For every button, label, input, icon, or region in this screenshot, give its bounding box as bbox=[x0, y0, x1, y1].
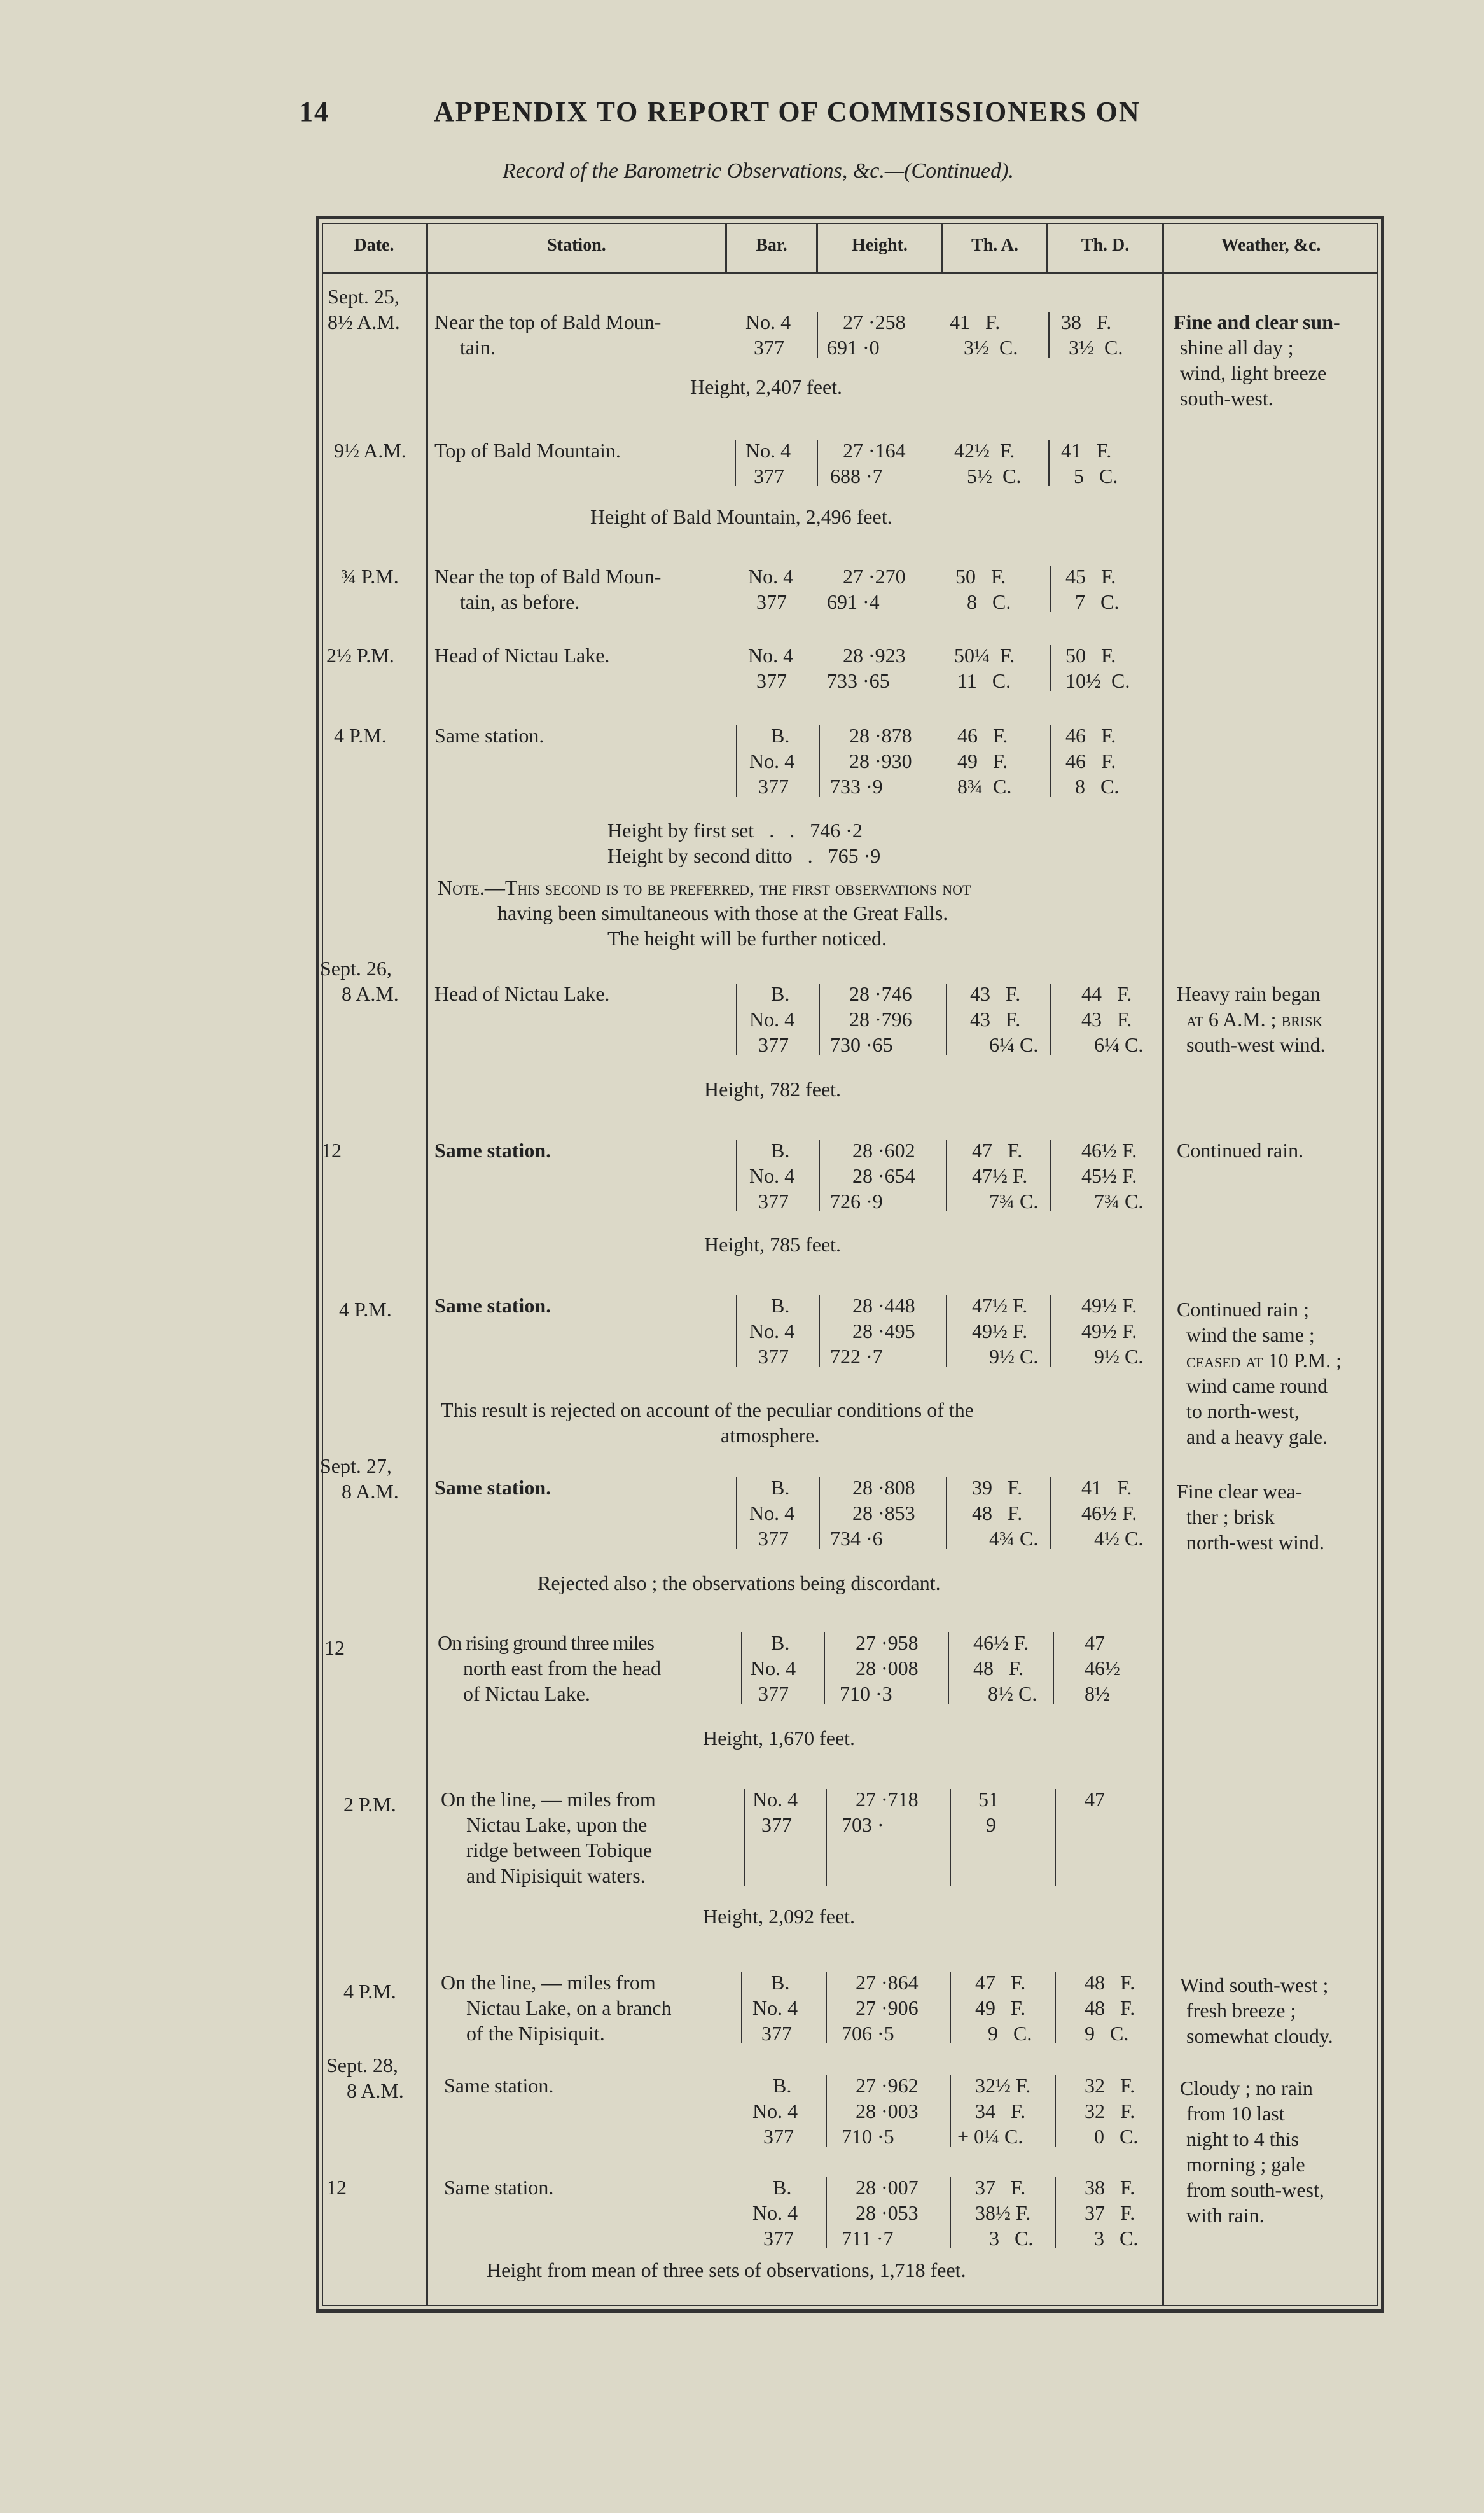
cell-divider bbox=[1055, 2177, 1056, 2248]
height-cell: 28 ·654 bbox=[852, 1164, 915, 1187]
weather-cell: fresh breeze ; bbox=[1186, 1999, 1296, 2022]
cell-divider bbox=[1050, 1140, 1051, 1211]
date-cell: 9½ A.M. bbox=[334, 439, 406, 462]
station-cell: Nictau Lake, on a branch bbox=[466, 1996, 672, 2019]
bar-cell: No. 4 bbox=[749, 749, 795, 772]
cell-divider bbox=[736, 1477, 737, 1549]
height-note: Height, 785 feet. bbox=[704, 1233, 842, 1256]
tha-cell: 49 F. bbox=[957, 749, 1008, 772]
cell-divider bbox=[950, 1972, 951, 2043]
cell-divider bbox=[819, 1295, 820, 1367]
height-cell: 710 ·3 bbox=[840, 1682, 892, 1705]
date-cell: 4 P.M. bbox=[339, 1298, 392, 1321]
weather-cell: Continued rain ; bbox=[1177, 1298, 1309, 1321]
thd-cell: 49½ F. bbox=[1081, 1294, 1137, 1317]
tha-cell: 47 F. bbox=[972, 1139, 1023, 1162]
tha-cell: 8¾ C. bbox=[957, 775, 1012, 798]
height-cell: 691 ·4 bbox=[827, 590, 880, 613]
bar-cell: 377 bbox=[758, 1033, 789, 1056]
bar-cell: No. 4 bbox=[748, 565, 794, 588]
tha-cell: 3½ C. bbox=[964, 336, 1018, 359]
tha-cell: 50 F. bbox=[955, 565, 1006, 588]
tha-cell: 6¼ C. bbox=[989, 1033, 1039, 1056]
height-cell: 28 ·003 bbox=[856, 2099, 919, 2122]
station-cell: and Nipisiquit waters. bbox=[466, 1864, 646, 1887]
height-cell: 703 · bbox=[842, 1813, 884, 1836]
bar-cell: 377 bbox=[761, 2022, 792, 2045]
thd-cell: 43 F. bbox=[1081, 1008, 1132, 1031]
weather-cell: shine all day ; bbox=[1180, 336, 1294, 359]
bar-cell: No. 4 bbox=[749, 1501, 795, 1524]
height-cell: 730 ·65 bbox=[830, 1033, 893, 1056]
thd-cell: 46½ F. bbox=[1081, 1501, 1137, 1524]
bar-cell: B. bbox=[771, 724, 790, 747]
weather-cell: and a heavy gale. bbox=[1186, 1425, 1328, 1448]
bar-cell: No. 4 bbox=[749, 1319, 795, 1342]
height-note: Height, 2,092 feet. bbox=[703, 1905, 856, 1928]
weather-cell: wind the same ; bbox=[1186, 1323, 1315, 1346]
tha-cell: 42½ F. bbox=[954, 439, 1015, 462]
tha-cell: 46½ F. bbox=[973, 1631, 1029, 1654]
bar-cell: No. 4 bbox=[745, 439, 791, 462]
weather-cell: night to 4 this bbox=[1186, 2127, 1299, 2150]
height-cell: 691 ·0 bbox=[827, 336, 880, 359]
height-note: Height by first set . . 746 ·2 bbox=[607, 819, 863, 842]
station-cell: north east from the head bbox=[463, 1657, 661, 1680]
height-note: Height, 782 feet. bbox=[704, 1078, 842, 1101]
tha-cell: 8 C. bbox=[967, 590, 1011, 613]
bar-cell: No. 4 bbox=[749, 1164, 795, 1187]
weather-cell: wind, light breeze bbox=[1180, 361, 1327, 384]
date-cell: Sept. 26, bbox=[320, 957, 392, 980]
tha-cell: 3 C. bbox=[989, 2227, 1034, 2250]
tha-cell: 46 F. bbox=[957, 724, 1008, 747]
bar-cell: No. 4 bbox=[752, 1996, 798, 2019]
bar-cell: B. bbox=[773, 2074, 792, 2097]
date-cell: 8 A.M. bbox=[347, 2079, 404, 2102]
weather-cell: from 10 last bbox=[1186, 2102, 1285, 2125]
cell-divider bbox=[817, 440, 818, 486]
bar-cell: 377 bbox=[756, 669, 787, 692]
cell-divider bbox=[736, 1140, 737, 1211]
bar-cell: 377 bbox=[763, 2125, 794, 2148]
thd-cell: 7¾ C. bbox=[1094, 1190, 1144, 1213]
thd-cell: 48 F. bbox=[1085, 1996, 1135, 2019]
cell-divider bbox=[819, 984, 820, 1055]
thd-cell: 9 C. bbox=[1085, 2022, 1129, 2045]
cell-divider bbox=[1048, 440, 1050, 486]
tha-cell: 34 F. bbox=[975, 2099, 1026, 2122]
bar-cell: B. bbox=[771, 1294, 790, 1317]
date-cell: 8 A.M. bbox=[342, 1480, 399, 1503]
col-header-date: Date. bbox=[354, 235, 394, 255]
station-cell: ridge between Tobique bbox=[466, 1839, 653, 1862]
cell-divider bbox=[1055, 1972, 1056, 2043]
thd-cell: 10½ C. bbox=[1065, 669, 1130, 692]
station-cell: Top of Bald Mountain. bbox=[434, 439, 621, 462]
height-cell: 27 ·962 bbox=[856, 2074, 919, 2097]
thd-cell: 0 C. bbox=[1094, 2125, 1139, 2148]
cell-divider bbox=[736, 1295, 737, 1367]
height-cell: 28 ·007 bbox=[856, 2176, 919, 2199]
thd-cell: 38 F. bbox=[1061, 310, 1112, 333]
weather-cell: Heavy rain began bbox=[1177, 982, 1321, 1005]
height-cell: 28 ·796 bbox=[849, 1008, 912, 1031]
tha-cell: 43 F. bbox=[970, 1008, 1021, 1031]
thd-cell: 8½ bbox=[1085, 1682, 1110, 1705]
bar-cell: 377 bbox=[758, 1190, 789, 1213]
bar-cell: 377 bbox=[754, 464, 784, 487]
height-note: Height, 1,670 feet. bbox=[703, 1727, 856, 1750]
thd-cell: 9½ C. bbox=[1094, 1345, 1144, 1368]
thd-cell: 6¼ C. bbox=[1094, 1033, 1144, 1056]
bar-cell: No. 4 bbox=[752, 2099, 798, 2122]
height-note: Height from mean of three sets of observations, 1,718 feet. bbox=[487, 2259, 966, 2281]
tha-cell: 50¼ F. bbox=[954, 644, 1015, 667]
tha-cell: 51 bbox=[978, 1788, 999, 1811]
height-cell: 28 ·495 bbox=[852, 1319, 915, 1342]
bar-cell: 377 bbox=[761, 1813, 792, 1836]
station-cell: Same station. bbox=[444, 2176, 554, 2199]
tha-cell: 11 C. bbox=[957, 669, 1011, 692]
col-header-weather: Weather, &c. bbox=[1221, 235, 1321, 255]
page-number: 14 bbox=[299, 96, 329, 127]
cell-divider bbox=[950, 1789, 951, 1886]
cell-divider bbox=[826, 1972, 827, 2043]
weather-cell: north-west wind. bbox=[1186, 1531, 1324, 1554]
weather-cell: Fine and clear sun- bbox=[1174, 310, 1340, 333]
bar-cell: 377 bbox=[754, 336, 784, 359]
cell-divider bbox=[826, 2075, 827, 2147]
cell-divider bbox=[946, 1140, 947, 1211]
weather-cell: Fine clear wea- bbox=[1177, 1480, 1303, 1503]
bar-cell: No. 4 bbox=[749, 1008, 795, 1031]
tha-cell: 32½ F. bbox=[975, 2074, 1031, 2097]
date-cell: 12 bbox=[326, 2176, 347, 2199]
bar-cell: 377 bbox=[763, 2227, 794, 2250]
thd-cell: 46½ bbox=[1085, 1657, 1120, 1680]
bar-cell: No. 4 bbox=[751, 1657, 796, 1680]
tha-cell: 43 F. bbox=[970, 982, 1021, 1005]
station-cell: On the line, — miles from bbox=[441, 1971, 656, 1994]
height-cell: 28 ·853 bbox=[852, 1501, 915, 1524]
weather-cell: somewhat cloudy. bbox=[1186, 2024, 1333, 2047]
thd-cell: 47 bbox=[1085, 1631, 1105, 1654]
height-cell: 28 ·878 bbox=[849, 724, 912, 747]
station-cell: Same station. bbox=[434, 1294, 551, 1317]
cell-divider bbox=[948, 1632, 949, 1704]
weather-cell: Continued rain. bbox=[1177, 1139, 1304, 1162]
tha-cell: 48 F. bbox=[972, 1501, 1023, 1524]
tha-cell: 49 F. bbox=[975, 1996, 1026, 2019]
bar-cell: B. bbox=[771, 1631, 790, 1654]
tha-cell: 38½ F. bbox=[975, 2201, 1031, 2224]
thd-cell: 45½ F. bbox=[1081, 1164, 1137, 1187]
thd-cell: 41 F. bbox=[1081, 1476, 1132, 1499]
height-cell: 711 ·7 bbox=[842, 2227, 894, 2250]
height-cell: 28 ·602 bbox=[852, 1139, 915, 1162]
thd-cell: 49½ F. bbox=[1081, 1319, 1137, 1342]
cell-divider bbox=[819, 1140, 820, 1211]
cell-divider bbox=[950, 2177, 951, 2248]
weather-cell: south-west wind. bbox=[1186, 1033, 1326, 1056]
thd-cell: 38 F. bbox=[1085, 2176, 1135, 2199]
cell-divider bbox=[1050, 645, 1051, 691]
station-cell: Same station. bbox=[434, 1476, 551, 1499]
station-cell: Same station. bbox=[444, 2074, 554, 2097]
station-cell: Head of Nictau Lake. bbox=[434, 644, 610, 667]
tha-cell: 37 F. bbox=[975, 2176, 1026, 2199]
cell-divider bbox=[1050, 566, 1051, 612]
col-divider-date bbox=[426, 223, 428, 2306]
date-cell: Sept. 25, bbox=[328, 285, 399, 308]
bar-cell: No. 4 bbox=[745, 310, 791, 333]
cell-divider bbox=[819, 1477, 820, 1549]
cell-divider bbox=[1050, 1295, 1051, 1367]
thd-cell: 32 F. bbox=[1085, 2099, 1135, 2122]
thd-cell: 46 F. bbox=[1065, 724, 1116, 747]
height-cell: 28 ·053 bbox=[856, 2201, 919, 2224]
thd-cell: 45 F. bbox=[1065, 565, 1116, 588]
height-cell: 27 ·906 bbox=[856, 1996, 919, 2019]
station-cell: tain, as before. bbox=[460, 590, 580, 613]
cell-divider bbox=[1050, 1477, 1051, 1549]
thd-cell: 5 C. bbox=[1074, 464, 1118, 487]
tha-cell: 9 bbox=[986, 1813, 996, 1836]
cell-divider bbox=[741, 1972, 742, 2043]
height-cell: 28 ·746 bbox=[849, 982, 912, 1005]
thd-cell: 47 bbox=[1085, 1788, 1105, 1811]
tha-cell: 39 F. bbox=[972, 1476, 1023, 1499]
weather-cell: morning ; gale bbox=[1186, 2153, 1305, 2176]
weather-cell: from south-west, bbox=[1186, 2178, 1324, 2201]
height-cell: 734 ·6 bbox=[830, 1527, 883, 1550]
height-cell: 27 ·164 bbox=[843, 439, 906, 462]
bar-cell: 377 bbox=[758, 1682, 789, 1705]
page-header: APPENDIX TO REPORT OF COMMISSIONERS ON bbox=[434, 96, 1141, 127]
date-cell: Sept. 28, bbox=[326, 2054, 398, 2077]
weather-cell: ther ; brisk bbox=[1186, 1505, 1275, 1528]
height-cell: 722 ·7 bbox=[830, 1345, 883, 1368]
height-cell: 733 ·9 bbox=[830, 775, 883, 798]
thd-cell: 4½ C. bbox=[1094, 1527, 1144, 1550]
height-cell: 27 ·958 bbox=[856, 1631, 919, 1654]
cell-divider bbox=[1053, 1632, 1054, 1704]
height-cell: 27 ·270 bbox=[843, 565, 906, 588]
height-cell: 27 ·258 bbox=[843, 310, 906, 333]
station-cell: On rising ground three miles bbox=[438, 1631, 654, 1654]
bar-cell: B. bbox=[771, 1139, 790, 1162]
height-cell: 28 ·448 bbox=[852, 1294, 915, 1317]
note-text: atmosphere. bbox=[721, 1424, 820, 1447]
thd-cell: 3½ C. bbox=[1069, 336, 1123, 359]
tha-cell: 7¾ C. bbox=[989, 1190, 1039, 1213]
thd-cell: 50 F. bbox=[1065, 644, 1116, 667]
station-cell: Same station. bbox=[434, 724, 544, 747]
cell-divider bbox=[826, 1789, 827, 1886]
cell-divider bbox=[744, 1789, 745, 1886]
col-divider-thd bbox=[1162, 223, 1164, 2306]
station-cell: Near the top of Bald Moun- bbox=[434, 565, 662, 588]
height-cell: 688 ·7 bbox=[830, 464, 883, 487]
note-text: having been simultaneous with those at the Great Falls. bbox=[497, 901, 948, 924]
col-header-tha: Th. A. bbox=[971, 235, 1018, 255]
thd-cell: 8 C. bbox=[1075, 775, 1120, 798]
date-cell: Sept. 27, bbox=[320, 1454, 392, 1477]
date-cell: ¾ P.M. bbox=[341, 565, 399, 588]
tha-cell: 47½ F. bbox=[972, 1294, 1028, 1317]
station-cell: tain. bbox=[460, 336, 496, 359]
thd-cell: 46 F. bbox=[1065, 749, 1116, 772]
thd-cell: 32 F. bbox=[1085, 2074, 1135, 2097]
thd-cell: 46½ F. bbox=[1081, 1139, 1137, 1162]
col-header-height: Height. bbox=[852, 235, 908, 255]
bar-cell: B. bbox=[773, 2176, 792, 2199]
note-text: Rejected also ; the observations being discordant. bbox=[537, 1571, 941, 1594]
height-cell: 27 ·864 bbox=[856, 1971, 919, 1994]
station-cell: of Nictau Lake. bbox=[463, 1682, 590, 1705]
height-note: Height of Bald Mountain, 2,496 feet. bbox=[590, 505, 892, 528]
cell-divider bbox=[736, 984, 737, 1055]
bar-cell: B. bbox=[771, 982, 790, 1005]
height-cell: 28 ·930 bbox=[849, 749, 912, 772]
cell-divider bbox=[946, 984, 947, 1055]
bar-cell: No. 4 bbox=[748, 644, 794, 667]
thd-cell: 3 C. bbox=[1094, 2227, 1139, 2250]
height-cell: 726 ·9 bbox=[830, 1190, 883, 1213]
weather-cell: Wind south-west ; bbox=[1180, 1974, 1329, 1996]
bar-cell: 377 bbox=[758, 1345, 789, 1368]
cell-divider bbox=[1055, 2075, 1056, 2147]
height-cell: 28 ·008 bbox=[856, 1657, 919, 1680]
header-rule bbox=[322, 272, 1378, 274]
station-cell: Same station. bbox=[434, 1139, 551, 1162]
note-text: This result is rejected on account of the peculiar conditions of the bbox=[441, 1398, 974, 1421]
cell-divider bbox=[735, 440, 736, 486]
bar-cell: 377 bbox=[756, 590, 787, 613]
tha-cell: 4¾ C. bbox=[989, 1527, 1039, 1550]
weather-cell: to north-west, bbox=[1186, 1400, 1300, 1423]
tha-cell: 47 F. bbox=[975, 1971, 1026, 1994]
tha-cell: 41 F. bbox=[950, 310, 1001, 333]
tha-cell: 5½ C. bbox=[967, 464, 1022, 487]
date-cell: 4 P.M. bbox=[334, 724, 387, 747]
station-cell: Nictau Lake, upon the bbox=[466, 1813, 648, 1836]
note-text: Note.—This second is to be preferred, the first observations not bbox=[438, 876, 971, 899]
height-cell: 710 ·5 bbox=[842, 2125, 894, 2148]
tha-cell: 47½ F. bbox=[972, 1164, 1028, 1187]
height-cell: 28 ·923 bbox=[843, 644, 906, 667]
height-cell: 733 ·65 bbox=[827, 669, 890, 692]
cell-divider bbox=[1048, 312, 1050, 358]
bar-cell: B. bbox=[771, 1971, 790, 1994]
cell-divider bbox=[950, 2075, 951, 2147]
cell-divider bbox=[1050, 725, 1051, 797]
cell-divider bbox=[741, 1632, 742, 1704]
height-cell: 706 ·5 bbox=[842, 2022, 894, 2045]
col-header-bar: Bar. bbox=[756, 235, 787, 255]
bar-cell: 377 bbox=[758, 775, 789, 798]
height-cell: 28 ·808 bbox=[852, 1476, 915, 1499]
bar-cell: No. 4 bbox=[752, 1788, 798, 1811]
station-cell: of the Nipisiquit. bbox=[466, 2022, 605, 2045]
weather-cell: south-west. bbox=[1180, 387, 1273, 410]
tha-cell: + 0¼ C. bbox=[957, 2125, 1023, 2148]
station-cell: Head of Nictau Lake. bbox=[434, 982, 610, 1005]
height-cell: 27 ·718 bbox=[856, 1788, 919, 1811]
date-cell: 8½ A.M. bbox=[328, 310, 400, 333]
bar-cell: 377 bbox=[758, 1527, 789, 1550]
date-cell: 12 bbox=[321, 1139, 342, 1162]
date-cell: 4 P.M. bbox=[343, 1980, 396, 2003]
col-header-station: Station. bbox=[547, 235, 606, 255]
weather-cell: with rain. bbox=[1186, 2204, 1265, 2227]
station-cell: On the line, — miles from bbox=[441, 1788, 656, 1811]
thd-cell: 7 C. bbox=[1075, 590, 1120, 613]
cell-divider bbox=[736, 725, 737, 797]
station-cell: Near the top of Bald Moun- bbox=[434, 310, 662, 333]
bar-cell: B. bbox=[771, 1476, 790, 1499]
weather-cell: Cloudy ; no rain bbox=[1180, 2077, 1313, 2099]
tha-cell: 9 C. bbox=[988, 2022, 1032, 2045]
cell-divider bbox=[824, 1632, 825, 1704]
cell-divider bbox=[819, 725, 820, 797]
cell-divider bbox=[946, 1295, 947, 1367]
cell-divider bbox=[1050, 984, 1051, 1055]
date-cell: 2 P.M. bbox=[343, 1793, 396, 1816]
cell-divider bbox=[946, 1477, 947, 1549]
col-header-thd: Th. D. bbox=[1081, 235, 1130, 255]
date-cell: 2½ P.M. bbox=[326, 644, 394, 667]
tha-cell: 48 F. bbox=[973, 1657, 1024, 1680]
cell-divider bbox=[826, 2177, 827, 2248]
thd-cell: 44 F. bbox=[1081, 982, 1132, 1005]
weather-cell: wind came round bbox=[1186, 1374, 1328, 1397]
bar-cell: No. 4 bbox=[752, 2201, 798, 2224]
height-note: Height, 2,407 feet. bbox=[690, 375, 843, 398]
weather-cell: at 6 A.M. ; brisk bbox=[1186, 1008, 1323, 1031]
height-note: Height by second ditto . 765 ·9 bbox=[607, 844, 881, 867]
thd-cell: 41 F. bbox=[1061, 439, 1112, 462]
cell-divider bbox=[817, 312, 818, 358]
tha-cell: 49½ F. bbox=[972, 1319, 1028, 1342]
thd-cell: 37 F. bbox=[1085, 2201, 1135, 2224]
date-cell: 8 A.M. bbox=[342, 982, 399, 1005]
weather-cell: ceased at 10 P.M. ; bbox=[1186, 1349, 1342, 1372]
tha-cell: 8½ C. bbox=[988, 1682, 1037, 1705]
thd-cell: 48 F. bbox=[1085, 1971, 1135, 1994]
tha-cell: 9½ C. bbox=[989, 1345, 1039, 1368]
table-title: Record of the Barometric Observations, &c.—(Continued). bbox=[503, 159, 1014, 183]
cell-divider bbox=[1055, 1789, 1056, 1886]
note-text: The height will be further noticed. bbox=[607, 927, 887, 950]
date-cell: 12 bbox=[324, 1636, 345, 1659]
